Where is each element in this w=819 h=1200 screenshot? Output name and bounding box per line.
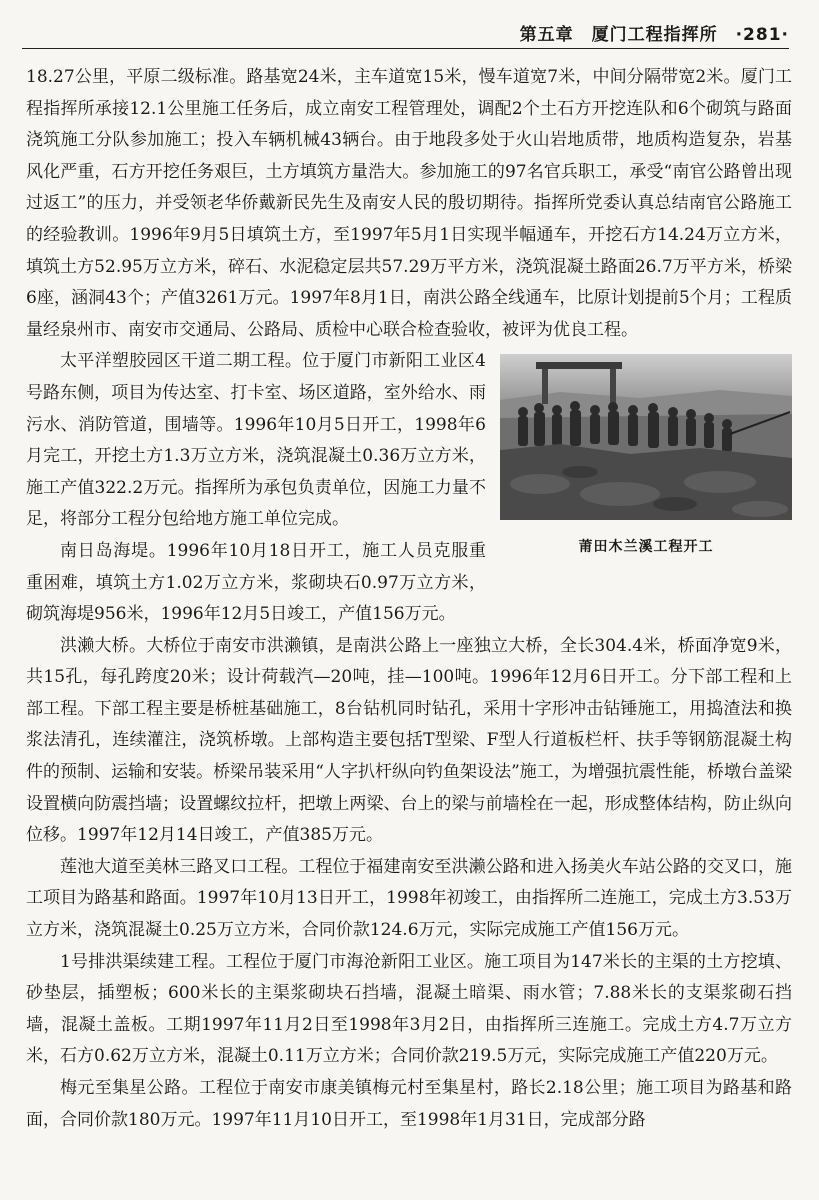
header-text: 第五章 厦门工程指挥所 ·281· — [519, 25, 789, 45]
paragraph: 莲池大道至美林三路叉口工程。工程位于福建南安至洪濑公路和进入扬美火车站公路的交叉口，施工项目为路基和路面。1997年10月13日开工，1998年初竣工，由指挥所二连施工，完成土方3.53万立方米，浇筑混凝土0.25万立方米，合同价款124.6万元，实际完成施工产值156万元。 — [26, 856, 792, 941]
photo-figure — [500, 354, 792, 564]
paragraph: 1号排洪渠续建工程。工程位于厦门市海沧新阳工业区。施工项目为147米长的主渠的土方挖填、砂垫层，插塑板；600米长的主渠浆砌块石挡墙，混凝土暗渠、雨水管；7.88米长的支渠浆砌石挡墙，混凝土盖板。工期1997年11月2日至1998年3月2日，由指挥所三连施工。完成土方4.7万立方米，石方0.62万立方米，混凝土0.11万立方米；合同价款219.5万元，实际完成施工产值220万元。 — [26, 951, 792, 1067]
paragraph: 太平洋塑胶园区干道二期工程。位于厦门市新阳工业区4号路东侧，项目为传达室、打卡室、场区道路，室外给水、雨污水、消防管道，围墙等。1996年10月5日开工，1998年6月完工，开挖土方1.3万立方米，浇筑混凝土0.36万立方米，施工产值322.2万元。指挥所为承包负责单位，因施工力量不足，将部分工程分包给地方施工单位完成。 — [26, 351, 486, 530]
construction-photo — [500, 354, 792, 520]
paragraph: 18.27公里，平原二级标准。路基宽24米，主车道宽15米，慢车道宽7米，中间分隔带宽2米。厦门工程指挥所承接12.1公里施工任务后，成立南安工程管理处，调配2个土石方开挖连队和6个砌筑与路面浇筑施工分队参加施工；投入车辆机械43辆台。由于地段多处于火山岩地质带，地质构造复杂，岩基风化严重，石方开挖任务艰巨，土方填筑方量浩大。参加施工的97名官兵职工，承受“南官公路曾出现过返工”的压力，并受领老华侨戴新民先生及南安人民的殷切期待。指挥所党委认真总结南官公路施工的经验教训。1996年9月5日填筑土方，至1997年5月1日实现半幅通车，开挖石方14.24万立方米，填筑土方52.95万立方米，碎石、水泥稳定层共57.29万平方米，浇筑混凝土路面26.7万平方米，桥梁6座，涵洞43个；产值3261万元。1997年8月1日，南洪公路全线通车，比原计划提前5个月；工程质量经泉州市、南安市交通局、公路局、质检中心联合检查验收，被评为优良工程。 — [26, 67, 792, 340]
paragraph: 洪濑大桥。大桥位于南安市洪濑镇，是南洪公路上一座独立大桥，全长304.4米，桥面净宽9米，共15孔，每孔跨度20米；设计荷载汽—20吨，挂—100吨。1996年12月6日开工。分下部工程和上部工程。下部工程主要是桥桩基础施工，8台钻机同时钻孔，采用十字形冲击钻锤施工，用捣渣法和换浆法清孔，连续灌注，浇筑桥墩。上部构造主要包括T型梁、F型人行道板栏杆、扶手等钢筋混凝土构件的预制、运输和安装。桥梁吊装采用“人字扒杆纵向钓鱼架设法”施工，为增强抗震性能，桥墩台盖梁设置横向防震挡墙；设置螺纹拉杆，把墩上两梁、台上的梁与前墙栓在一起，形成整体结构，防止纵向位移。1997年12月14日竣工，产值385万元。 — [26, 635, 792, 846]
paragraph: 梅元至集星公路。工程位于南安市康美镇梅元村至集星村，路长2.18公里；施工项目为路基和路面，合同价款180万元。1997年11月10日开工，至1998年1月31日，完成部分路 — [26, 1078, 792, 1130]
photo-caption: 莆田木兰溪工程开工 — [578, 539, 714, 556]
body-text — [26, 62, 792, 1136]
paragraph: 南日岛海堤。1996年10月18日开工，施工人员克服重重困难，填筑土方1.02万立方米，浆砌块石0.97万立方米，砌筑海堤956米，1996年12月5日竣工，产值156万元。 — [26, 540, 486, 625]
page-header — [22, 14, 789, 49]
